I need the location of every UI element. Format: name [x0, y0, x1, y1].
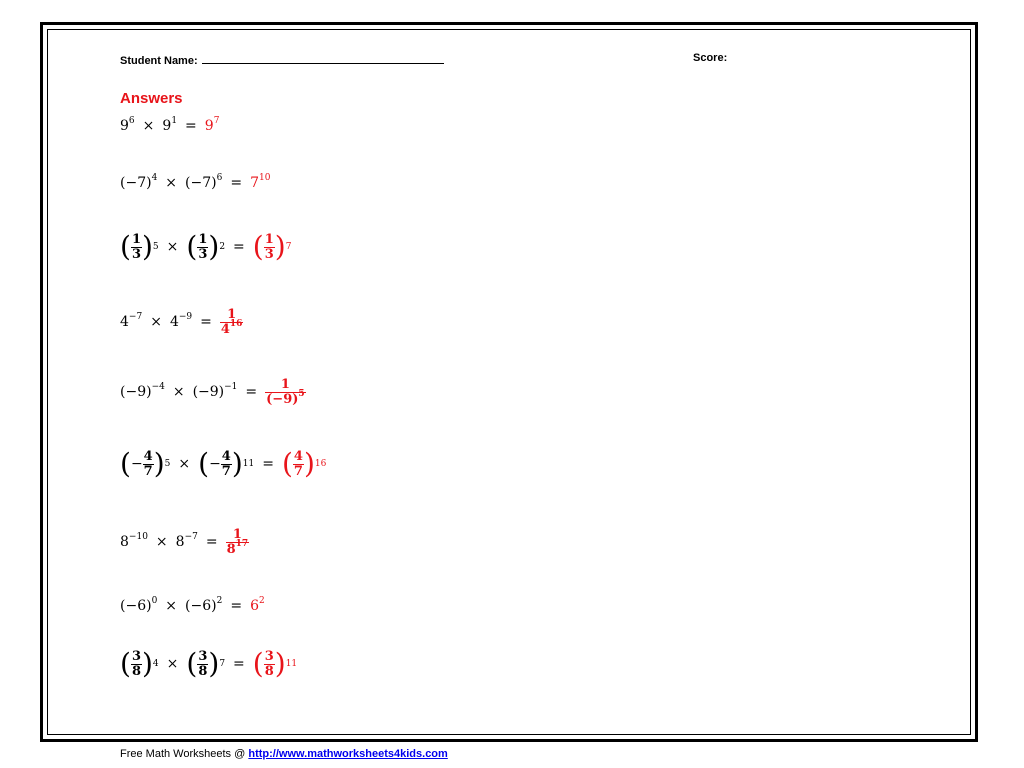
answer-1: $9^7$: [204, 116, 220, 134]
problem-1: $9^6$ × $9^1$ = $9^7$: [120, 116, 220, 134]
answers-title: Answers: [120, 90, 183, 107]
footer-link[interactable]: http://www.mathworksheets4kids.com: [248, 748, 448, 760]
problem-4: $4^{-7}$ × $4^{-9}$ = $\frac{1}{4^{16}}$: [120, 307, 243, 337]
answer-4: $\frac{1}{4^{16}}$: [220, 307, 243, 337]
student-name-blank: [202, 52, 444, 64]
student-name-label: Student Name:: [120, 55, 198, 67]
answer-9: ( $\frac{3}{8}$ ) 11: [252, 647, 298, 681]
answer-3: ( $\frac{1}{3}$ ) 7: [252, 230, 292, 264]
problem-5: $(-9)^{-4}$ × $(-9)^{-1}$ = $\frac{1}{(-9)^5}$: [120, 377, 305, 407]
answer-6: ( $\frac{4}{7}$ ) 16: [281, 447, 327, 481]
student-name-field: [120, 52, 444, 67]
answer-8: $6^2$: [250, 596, 265, 614]
score-label: Score:: [693, 52, 728, 64]
answer-5: $\frac{1}{(-9)^5}$: [266, 377, 305, 407]
problem-6: ( − $\frac{4}{7}$ ) 5 × ( − $\frac{4}{7}$ ) 11 = ( $\frac{4}{7}$ ) 16: [120, 447, 327, 481]
problem-7: $8^{-10}$ × $8^{-7}$ = $\frac{1}{8^{17}}$: [120, 527, 249, 557]
answer-7: $\frac{1}{8^{17}}$: [226, 527, 249, 557]
footer: [120, 748, 448, 760]
problem-3: ( $\frac{1}{3}$ ) 5 × ( $\frac{1}{3}$ ) 2 = ( $\frac{1}{3}$ ) 7: [120, 230, 292, 264]
problem-2: $(-7)^4$ × $(-7)^6$ = $7^{10}$: [120, 173, 271, 191]
answer-2: $7^{10}$: [250, 173, 271, 191]
problem-8: $(-6)^0$ × $(-6)^2$ = $6^2$: [120, 596, 265, 614]
footer-text: Free Math Worksheets @: [120, 748, 249, 760]
problem-9: ( $\frac{3}{8}$ ) 4 × ( $\frac{3}{8}$ ) 7 = ( $\frac{3}{8}$ ) 11: [120, 647, 298, 681]
